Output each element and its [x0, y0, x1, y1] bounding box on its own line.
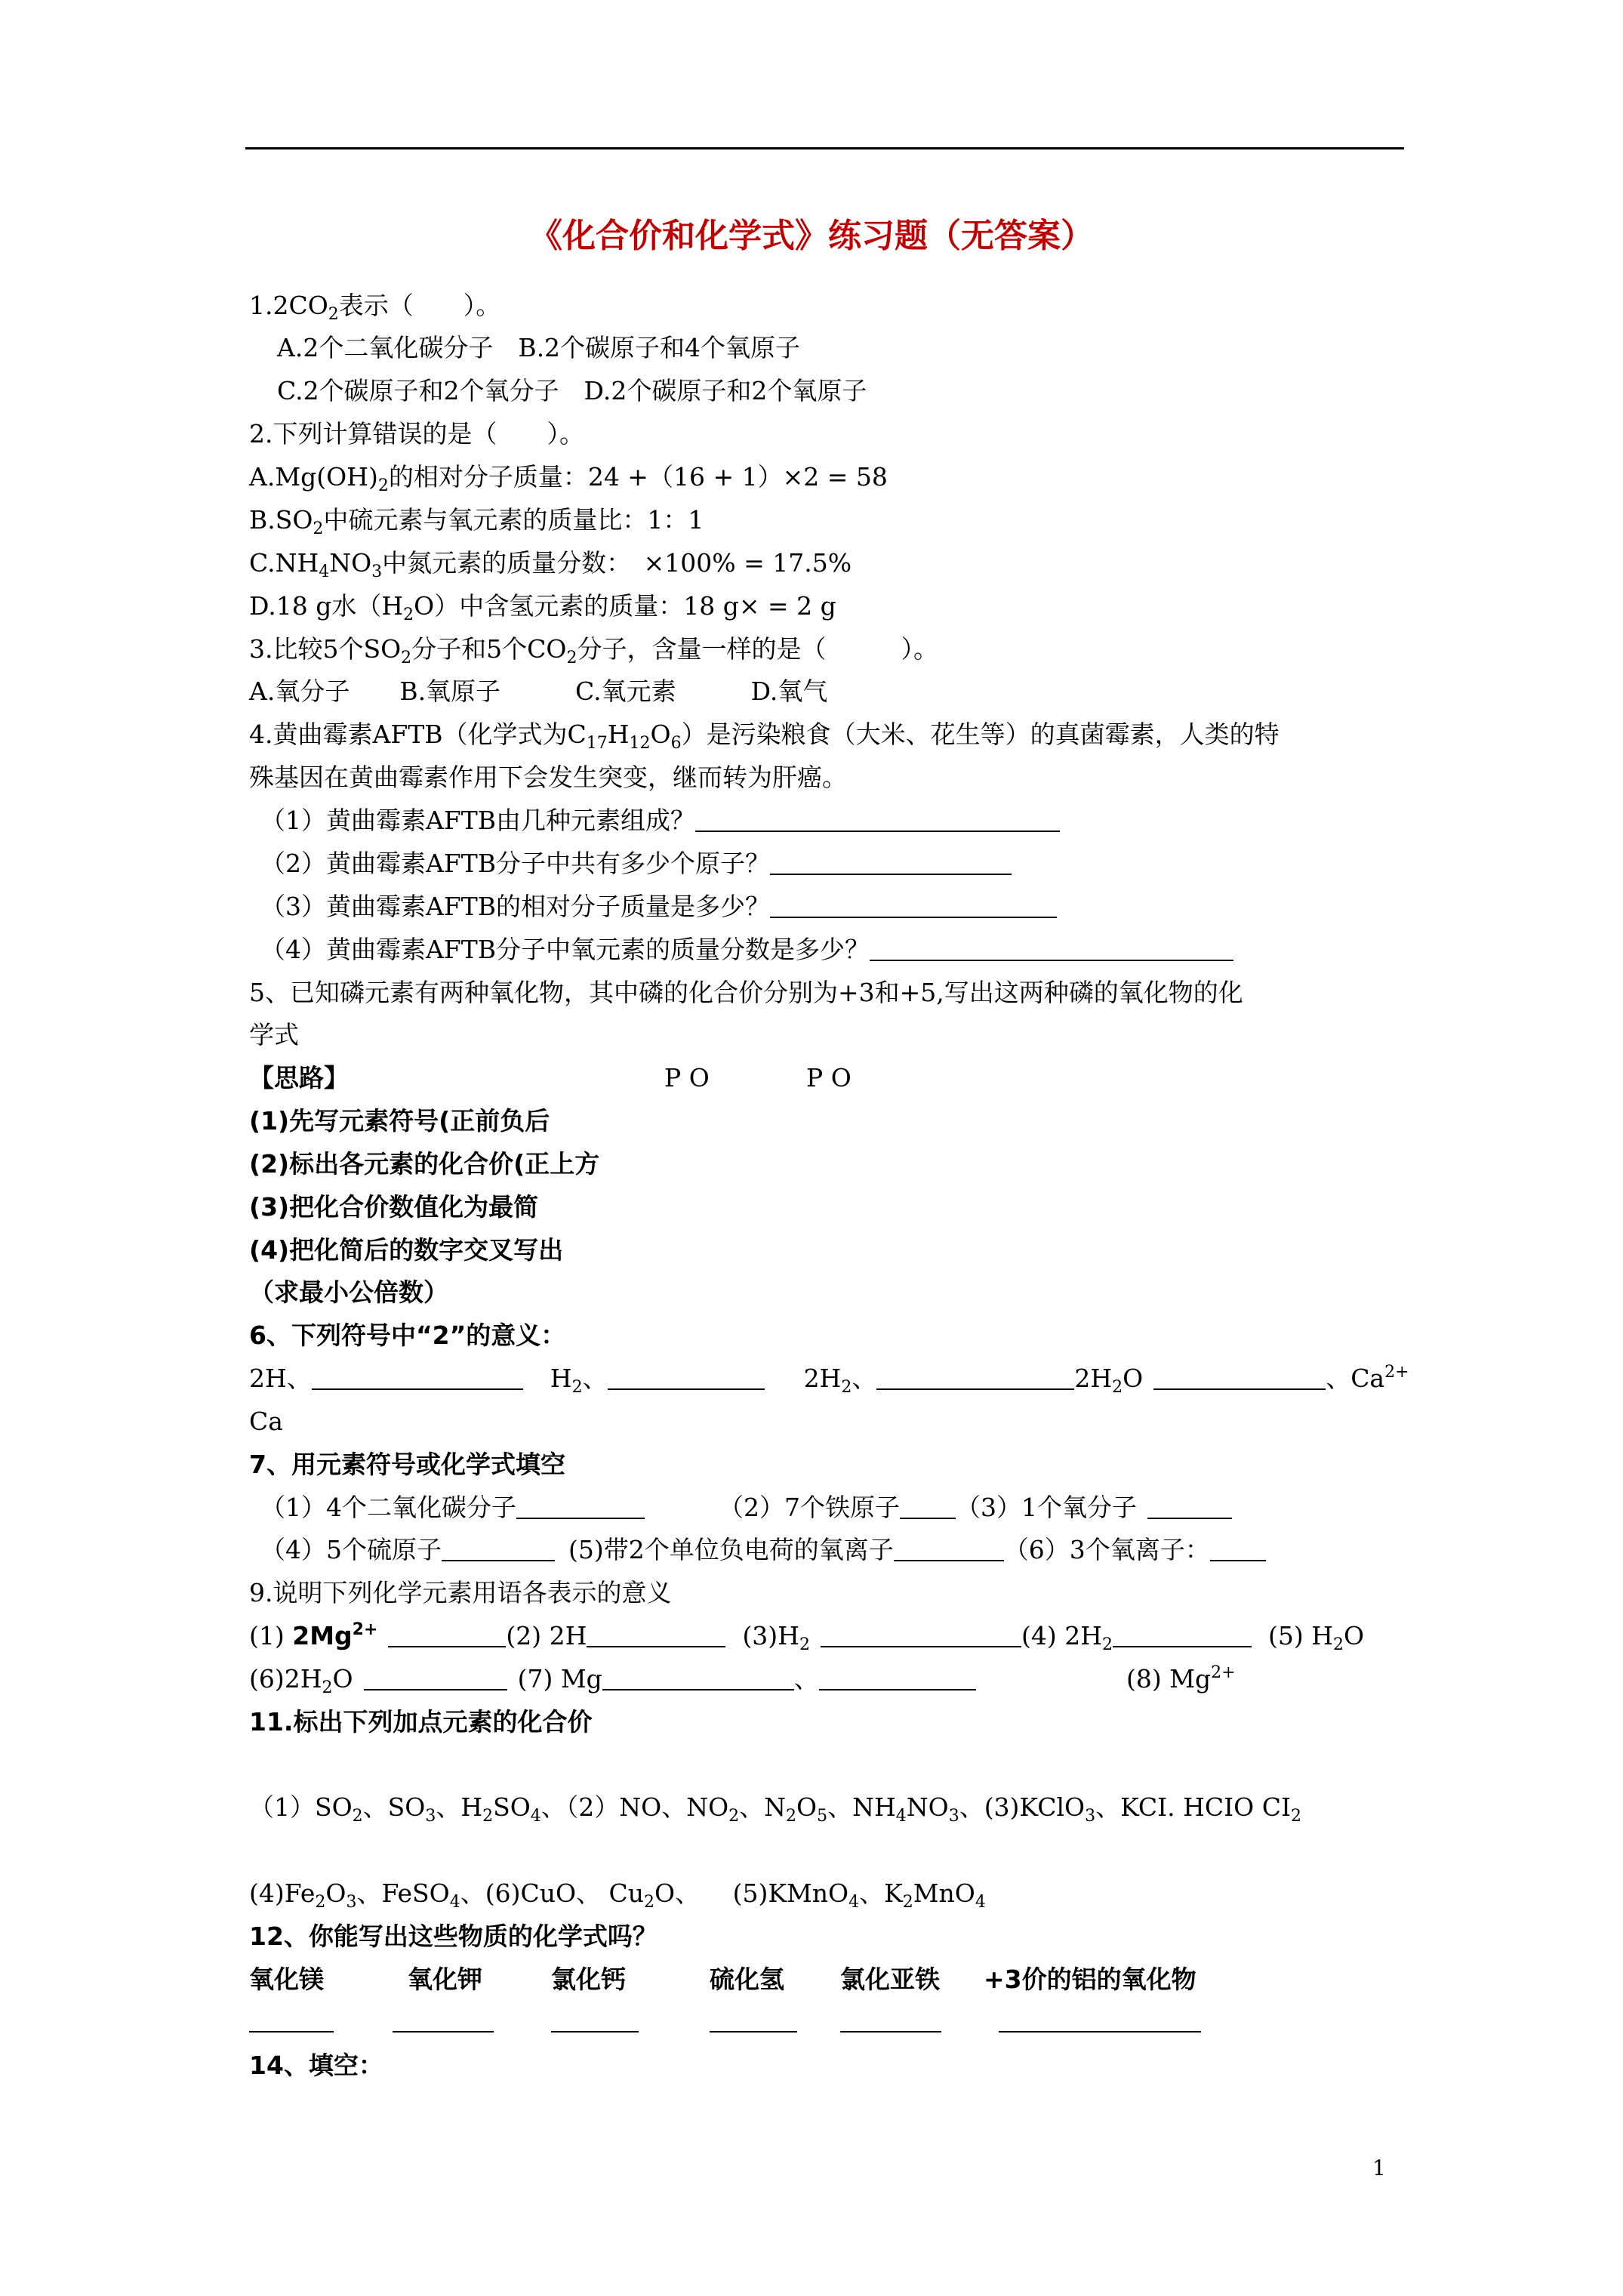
question-7-row1: （1）4个二氧化碳分子 （2）7个铁原子 （3）1个氧分子 — [260, 1490, 1232, 1525]
q12-item-3: 氯化钙 — [551, 1965, 626, 1994]
hint-step-2: (2)标出各元素的化合价(正上方 — [249, 1149, 600, 1179]
formula-po-2: P O — [806, 1063, 852, 1093]
q12-item-4: 硫化氢 — [710, 1965, 784, 1994]
formula-subscript: 2 — [315, 1893, 326, 1912]
question-4-sub-1: （1）黄曲霉素AFTB由几种元素组成？ — [260, 803, 1060, 838]
page-number: 1 — [1372, 2156, 1386, 2180]
answer-blank[interactable] — [1113, 1622, 1252, 1647]
formula-subscript: 4 — [449, 1893, 460, 1912]
question-7-row2: （4）5个硫原子 (5)带2个单位负电荷的氧离子 （6）3个氧离子： — [260, 1533, 1266, 1567]
question-9-row2: $(6)2H_2O$ (7) Mg 、 — [249, 1662, 976, 1697]
formula-text: NO — [906, 1792, 949, 1822]
formula-text: （1）SO — [249, 1792, 353, 1822]
formula-subscript: 3 — [425, 1807, 436, 1826]
question-11-stem: 11.标出下列加点元素的化合价 — [249, 1707, 593, 1737]
question-9-row1: (1) $2Mg^{2+}$ (2) 2H $(3)H_2$ (4) $2H_2$ (5) $H_2O$ — [249, 1620, 1365, 1654]
question-5-line2: 学式 — [249, 1020, 299, 1049]
formula-subscript: 2 — [482, 1807, 494, 1826]
question-14-stem: 14、填空： — [249, 2051, 383, 2080]
answer-blank[interactable] — [819, 1665, 976, 1690]
question-1-options-row2: C.2个碳原子和2个氧分子 D.2个碳原子和2个氧原子 — [277, 376, 867, 405]
formula-po-1: P O — [664, 1063, 710, 1093]
hint-step-3: (3)把化合价数值化为最简 — [249, 1192, 539, 1222]
formula-subscript: 4 — [530, 1807, 541, 1826]
question-4-sub-2: （2）黄曲霉素AFTB分子中共有多少个原子？ — [260, 846, 1012, 881]
hint-label: 【思路】 — [249, 1063, 349, 1093]
formula-subscript: 4 — [975, 1893, 986, 1912]
q12-blank-5[interactable] — [840, 2008, 941, 2032]
formula-subscript: 2 — [786, 1807, 797, 1826]
formula-subscript: 5 — [817, 1807, 828, 1826]
question-7-stem: 7、用元素符号或化学式填空 — [249, 1450, 565, 1479]
question-9-stem: 9.说明下列化学元素用语各表示的意义 — [249, 1578, 672, 1607]
q12-blank-6[interactable] — [999, 2008, 1201, 2032]
formula-subscript: 2 — [902, 1893, 913, 1912]
q12-blank-3[interactable] — [551, 2008, 639, 2032]
formula-text: 、(6)CuO、 Cu — [460, 1878, 645, 1908]
formula-text: MnO — [913, 1878, 975, 1908]
question-1-options-row1: A.2个二氧化碳分子 B.2个碳原子和4个氧原子 — [277, 333, 801, 362]
answer-blank[interactable] — [1210, 1536, 1266, 1561]
q12-blank-2[interactable] — [393, 2008, 494, 2032]
formula-text: (4)Fe — [249, 1878, 316, 1908]
answer-blank[interactable] — [894, 1536, 1004, 1561]
answer-blank[interactable] — [388, 1622, 506, 1647]
question-1-stem: $1.2CO_2$表示（ ）。 — [249, 291, 501, 324]
answer-blank[interactable] — [821, 1622, 1021, 1647]
question-3-stem: 3.比较5个$SO_2$分子和5个$CO_2$分子，含量一样的是（ ）。 — [249, 634, 938, 667]
formula-text: 、SO — [362, 1792, 426, 1822]
hint-step-5: （求最小公倍数） — [249, 1277, 448, 1307]
question-11-line2 — [249, 1876, 986, 1911]
answer-blank[interactable] — [900, 1493, 956, 1519]
q12-item-5: 氯化亚铁 — [840, 1965, 940, 1994]
question-6-item-ca: Ca — [249, 1407, 283, 1436]
formula-text: O、 (5)KMnO — [654, 1878, 849, 1908]
answer-blank[interactable] — [876, 1364, 1074, 1390]
answer-blank[interactable] — [364, 1665, 507, 1690]
question-4-line1: 4.黄曲霉素AFTB（化学式为$C_{17}H_{12}O_6$）是污染粮食（大米、花生等）的真菌霉素，人类的特 — [249, 720, 1280, 753]
formula-text: SO — [493, 1792, 531, 1822]
formula-text: 、FeSO — [356, 1878, 450, 1908]
header-rule — [245, 147, 1404, 149]
formula-subscript: 2 — [728, 1807, 740, 1826]
question-3-options: A.氧分子 B.氧原子 C.氧元素 D.氧气 — [249, 676, 828, 706]
answer-blank[interactable] — [870, 935, 1233, 961]
q12-blank-1[interactable] — [249, 2008, 334, 2032]
formula-text: 、(3)KClO — [959, 1792, 1086, 1822]
answer-blank[interactable] — [695, 806, 1060, 832]
formula-text: 、H — [436, 1792, 483, 1822]
formula-text: 、K — [859, 1878, 903, 1908]
hint-step-4: (4)把化简后的数字交叉写出 — [249, 1235, 564, 1265]
question-2-option-a: $A.Mg(OH)_2$的相对分子质量：24 +（16 + 1）×2 = 58 — [249, 462, 888, 495]
q12-item-1: 氧化镁 — [249, 1965, 324, 1994]
question-6-stem: 6、下列符号中“2”的意义： — [249, 1321, 566, 1350]
question-5-line1: 5、已知磷元素有两种氧化物，其中磷的化合价分别为+3和+5,写出这两种磷的氧化物的化 — [249, 978, 1243, 1007]
answer-blank[interactable] — [1153, 1364, 1326, 1390]
formula-subscript: 3 — [1085, 1807, 1096, 1826]
question-2-option-c: $C.NH_4NO_3$中氮元素的质量分数： ×100% = 17.5% — [249, 548, 852, 581]
question-6-items: 2H、 $H_2$、 $2H_2$、 $2H_2O$ 、$Ca^{2+}$ — [249, 1363, 1409, 1397]
formula-subscript: 2 — [352, 1807, 363, 1826]
formula-subscript: 2 — [644, 1893, 655, 1912]
formula-text: 、（2）NO、NO — [540, 1792, 729, 1822]
answer-blank[interactable] — [516, 1493, 645, 1519]
formula-subscript: 3 — [346, 1893, 357, 1912]
answer-blank[interactable] — [608, 1364, 765, 1390]
answer-blank[interactable] — [1147, 1493, 1232, 1519]
q12-item-6: +3价的铝的氧化物 — [984, 1965, 1196, 1994]
q12-blank-4[interactable] — [710, 2008, 797, 2032]
page-title: 《化合价和化学式》练习题（无答案） — [529, 217, 1094, 255]
formula-subscript: 4 — [848, 1893, 860, 1912]
answer-blank[interactable] — [442, 1536, 555, 1561]
question-2-option-b: $B.SO_2$中硫元素与氧元素的质量比：1：1 — [249, 505, 704, 538]
question-11-line1 — [249, 1790, 1301, 1825]
q12-item-2: 氧化钾 — [408, 1965, 482, 1994]
formula-subscript: 3 — [948, 1807, 959, 1826]
hint-step-1: (1)先写元素符号(正前负后 — [249, 1106, 550, 1136]
question-2-stem: 2.下列计算错误的是（ ）。 — [249, 419, 584, 448]
answer-blank[interactable] — [587, 1622, 725, 1647]
answer-blank[interactable] — [602, 1665, 794, 1690]
answer-blank[interactable] — [770, 892, 1057, 918]
question-12-stem: 12、你能写出这些物质的化学式吗？ — [249, 1922, 658, 1951]
question-4-line2: 殊基因在黄曲霉素作用下会发生突变，继而转为肝癌。 — [249, 763, 847, 792]
question-9-item-8: (8) $Mg^{2+}$ — [1126, 1663, 1236, 1693]
formula-text: 、NH — [827, 1792, 896, 1822]
formula-text: O — [796, 1792, 818, 1822]
formula-text: 、KCI. HCIO CI — [1095, 1792, 1291, 1822]
question-4-sub-3: （3）黄曲霉素AFTB的相对分子质量是多少？ — [260, 889, 1057, 924]
formula-subscript: 2 — [1291, 1807, 1301, 1826]
answer-blank[interactable] — [312, 1364, 523, 1390]
question-2-option-d: D.18 g水$(H_2O)$中含氢元素的质量：18 g× = 2 g — [249, 591, 836, 624]
question-4-sub-4: （4）黄曲霉素AFTB分子中氧元素的质量分数是多少？ — [260, 932, 1233, 967]
answer-blank[interactable] — [770, 849, 1012, 875]
formula-text: O — [325, 1878, 346, 1908]
formula-subscript: 4 — [895, 1807, 907, 1826]
formula-text: 、N — [739, 1792, 787, 1822]
